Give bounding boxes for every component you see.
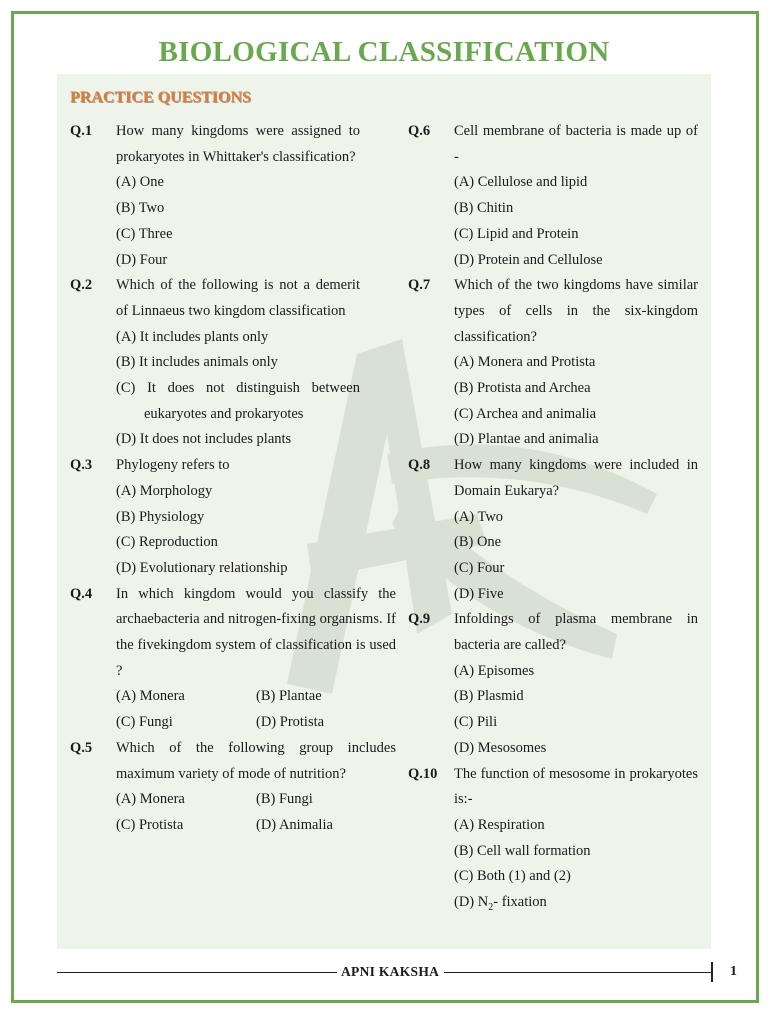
question-text: Infoldings of plasma membrane in bacteria are called? (454, 611, 698, 654)
option-d: (D) Evolutionary relationship (116, 559, 288, 576)
option-d (454, 890, 698, 921)
option-c: (C) Reproduction (116, 534, 218, 551)
option-b: (B) Plantae (256, 688, 322, 705)
question-number: Q.2 (70, 277, 93, 294)
page-title: BIOLOGICAL CLASSIFICATION (158, 36, 610, 68)
footer-brand: APNI KAKSHA (341, 964, 440, 979)
question-8 (408, 453, 698, 607)
option-a: (A) Two (454, 508, 504, 525)
option-d: (D) Protein and Cellulose (454, 251, 603, 268)
left-column (70, 119, 396, 839)
option-d-prefix: (D) N (454, 894, 489, 911)
option-d: (D) Four (116, 251, 168, 268)
option-a: (A) Cellulose and lipid (454, 174, 588, 191)
option-a: (A) Monera and Protista (454, 354, 596, 371)
option-a: (A) Monera (116, 688, 185, 705)
option-c: (C) Three (116, 225, 173, 242)
option-b: (B) Chitin (454, 200, 514, 217)
option-b: (B) Fungi (256, 791, 313, 808)
option-d: (D) Plantae and animalia (454, 431, 599, 448)
question-text: Cell membrane of bacteria is made up of - (454, 123, 698, 165)
option-c: (C) Lipid and Protein (454, 225, 579, 242)
question-number: Q.9 (408, 611, 431, 628)
option-d-suffix: - fixation (493, 894, 547, 911)
option-b: (B) One (454, 534, 502, 551)
option-c: (C) Protista (116, 816, 184, 833)
question-number: Q.5 (70, 739, 93, 756)
question-text: How many kingdoms were assigned to prokaryotes in Whittaker's classification? (116, 123, 360, 165)
option-b: (B) Protista and Archea (454, 380, 591, 397)
question-text: Phylogeny refers to (116, 457, 230, 474)
option-a: (A) Monera (116, 791, 185, 808)
option-a: (A) It includes plants only (116, 328, 269, 345)
option-c: (C) Archea and animalia (454, 405, 597, 422)
option-a: (A) Episomes (454, 662, 535, 679)
question-1 (70, 119, 360, 273)
option-a: (A) One (116, 174, 164, 191)
right-column (408, 119, 698, 921)
question-text: Which of the following is not a demerit of Linnaeus two kingdom classification (116, 277, 360, 319)
question-number: Q.6 (408, 123, 431, 139)
question-7 (408, 273, 698, 453)
question-number: Q.7 (408, 277, 431, 294)
option-d: (D) Mesosomes (454, 739, 547, 756)
footer-rule-right (444, 972, 712, 973)
question-3 (70, 453, 360, 582)
option-d-subscript: 2 (488, 901, 494, 913)
option-b: (B) Physiology (116, 508, 205, 525)
section-heading: PRACTICE QUESTIONS (70, 89, 251, 106)
footer-rule-left (57, 972, 337, 973)
option-c: (C) Four (454, 559, 505, 576)
question-2 (70, 273, 360, 453)
question-number: Q.8 (408, 457, 431, 474)
option-d: (D) It does not includes plants (116, 431, 292, 448)
question-text: Which of the two kingdoms have similar types of cells in the six-kingdom classification? (454, 277, 698, 345)
option-b: (B) Cell wall formation (454, 842, 591, 859)
option-b: (B) Plasmid (454, 688, 524, 705)
question-10 (408, 762, 698, 921)
question-number: Q.10 (408, 765, 438, 782)
option-b: (B) It includes animals only (116, 354, 278, 371)
option-c: (C) Both (1) and (2) (454, 868, 571, 885)
question-4 (70, 582, 396, 736)
option-c: (C) Fungi (116, 714, 173, 731)
option-d: (D) Protista (256, 714, 325, 731)
question-number: Q.4 (70, 585, 93, 602)
option-a: (A) Respiration (454, 816, 545, 833)
question-text: Which of the following group includes maximum variety of mode of nutrition? (116, 739, 396, 782)
question-number: Q.3 (70, 457, 93, 474)
option-d: (D) Five (454, 585, 504, 602)
question-5 (70, 736, 396, 839)
footer-divider (711, 962, 713, 982)
option-c: (C) It does not distinguish between eukaryotes and prokaryotes (116, 380, 360, 422)
question-text: In which kingdom would you classify the archaebacteria and nitrogen-fixing organisms. If the fivekingdom system of classification is used ? (116, 585, 396, 679)
question-number: Q.1 (70, 123, 93, 139)
option-b: (B) Two (116, 200, 165, 217)
question-6 (408, 119, 698, 273)
option-a: (A) Morphology (116, 482, 213, 499)
question-9 (408, 607, 698, 761)
question-text: How many kingdoms were included in Domain Eukarya? (454, 457, 698, 499)
page-number: 1 (730, 964, 737, 979)
option-d: (D) Animalia (256, 816, 333, 833)
question-text: The function of mesosome in prokaryotes is:- (454, 765, 698, 808)
option-c: (C) Pili (454, 714, 498, 731)
